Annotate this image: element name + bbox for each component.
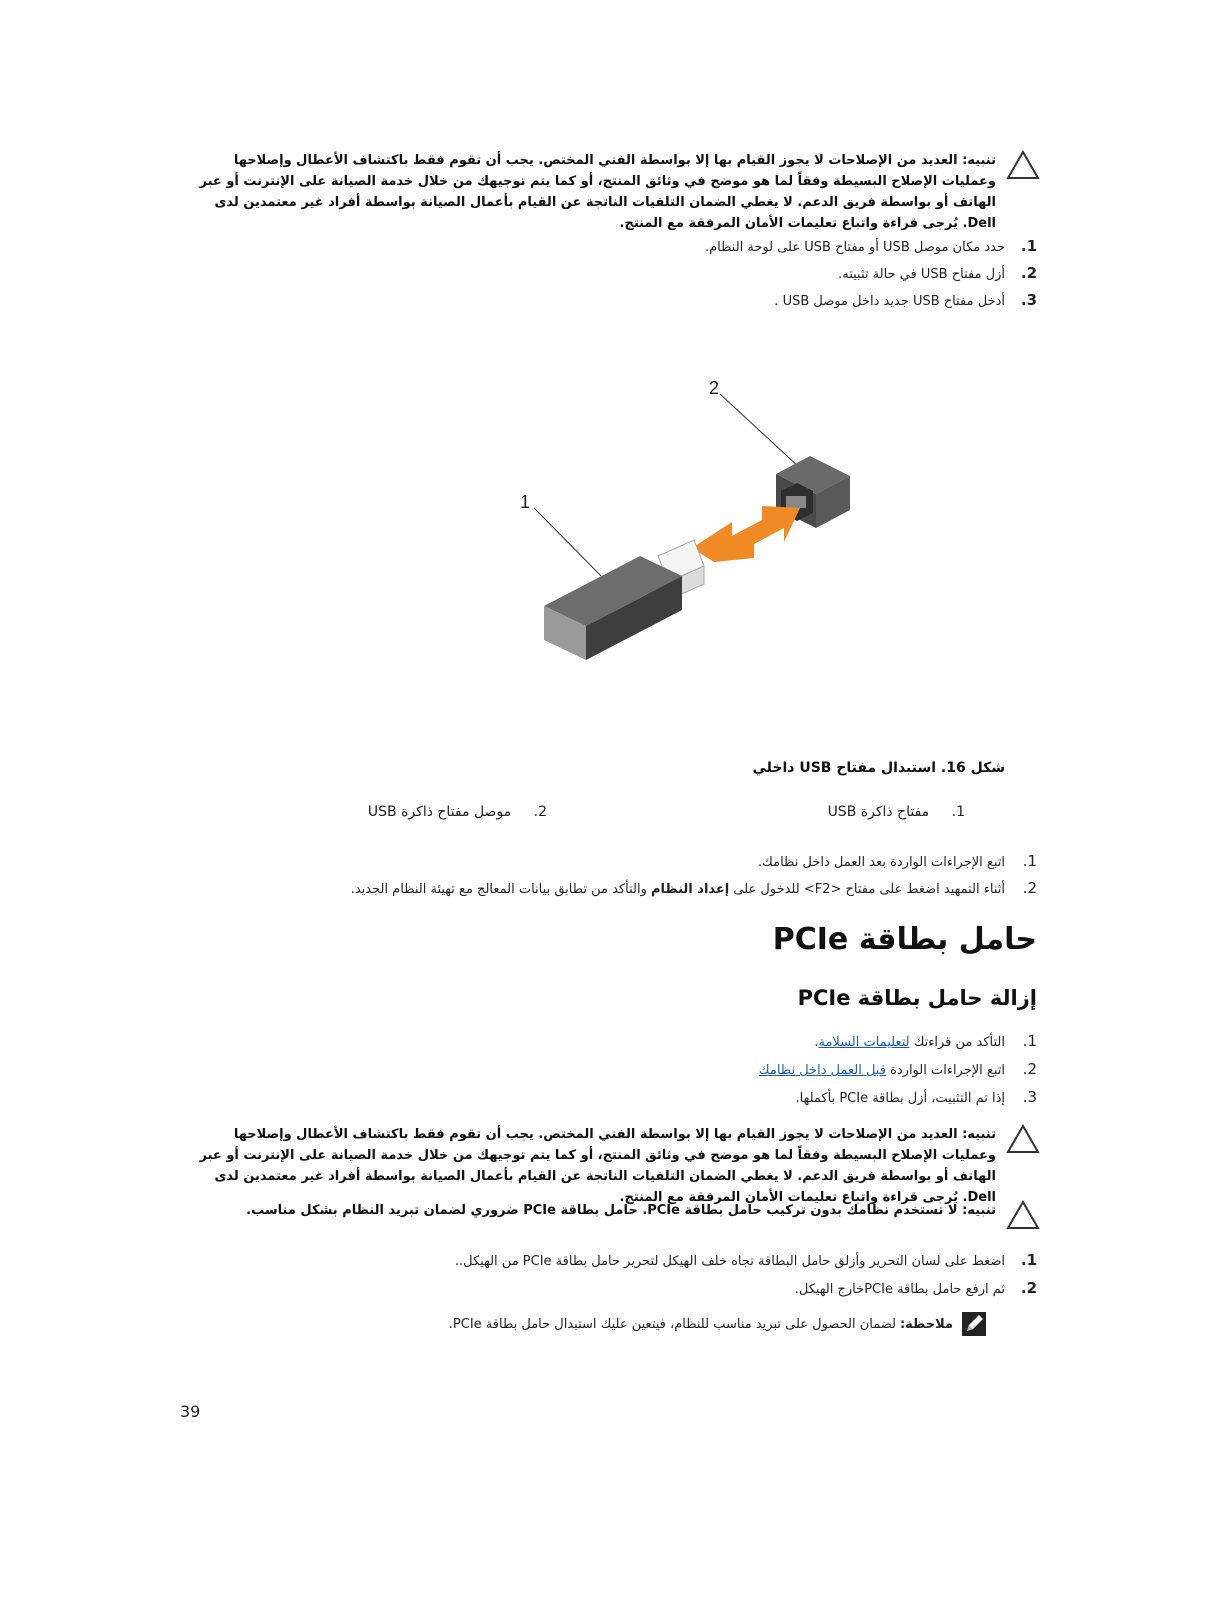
- list-item: [177, 1088, 1037, 1116]
- step-number: 1.: [1020, 237, 1037, 255]
- list-item: [177, 264, 1037, 291]
- figure-legend-item-1: [828, 804, 965, 820]
- caution-label: تنبيه:: [962, 1203, 996, 1218]
- insert-arrow-icon: [692, 506, 800, 562]
- legend-number: 2.: [533, 804, 547, 820]
- usb-memory-key: [544, 540, 704, 660]
- caution-text: [180, 1124, 996, 1208]
- list-item: [177, 1060, 1037, 1088]
- caution-label: تنبيه:: [962, 153, 996, 168]
- caution-block: [180, 1124, 1040, 1208]
- step-number: 1.: [1020, 1251, 1037, 1269]
- note-block: [449, 1311, 987, 1337]
- step-text: اضغط على لسان التحرير وأزلق حامل البطاقة تجاه خلف الهيكل لتحرير حامل بطاقة PCIe من الهيكل..: [454, 1254, 1005, 1269]
- page-number: 39: [180, 1402, 201, 1421]
- system-setup-term: إعداد النظام: [651, 882, 730, 897]
- step-text: ثم ارفع حامل بطاقة PCIeخارج الهيكل.: [794, 1282, 1005, 1297]
- legend-number: 1.: [951, 804, 965, 820]
- figure-caption: شكل 16. استبدال مفتاح USB داخلي: [752, 760, 1005, 776]
- caution-body: العديد من الإصلاحات لا يجوز القيام بها إلا بواسطة الفني المختص. يجب أن تقوم فقط باكتشاف الأعطال وإصلاحها وعمليات الإصلاح البسيطة وفقاً لما هو موضح في وثائق المنتج، أو كما يتم توجيهك من خلال خدمة الصيانة على الإنترنت أو عبر الهاتف أو بواسطة فريق الدعم. لا يغطي الضمان التلفيات الناتجة عن القيام بأعمال الصيانة بواسطة أفراد غير معتمدين لدى Dell. يُرجى قراءة واتباع تعليمات الأمان المرفقة مع المنتج.: [199, 1127, 996, 1205]
- callout-label-1: 1: [520, 492, 531, 512]
- step-text: إذا تم التثبيت، أزل بطاقة PCIe بأكملها.: [795, 1091, 1005, 1106]
- step-text: اتبع الإجراءات الواردة بعد العمل داخل نظامك.: [758, 855, 1005, 870]
- list-item: [177, 1279, 1037, 1307]
- caution-label: تنبيه:: [962, 1127, 996, 1142]
- removal-steps-list: [177, 1251, 1037, 1307]
- usb-steps-list: [177, 237, 1037, 318]
- list-item: [177, 1251, 1037, 1279]
- step-number: 2.: [1020, 1279, 1037, 1297]
- step-number: 3.: [1020, 291, 1037, 309]
- section-heading: حامل بطاقة PCIe: [772, 922, 1037, 957]
- list-item: [177, 852, 1037, 879]
- subsection-heading: إزالة حامل بطاقة PCIe: [797, 986, 1037, 1010]
- removal-prep-steps-list: [177, 1032, 1037, 1116]
- callout-label-2: 2: [709, 378, 720, 398]
- caution-body: لا تستخدم نظامك بدون تركيب حامل بطاقة PCIe. حامل بطاقة PCIe ضروري لضمان تبريد النظام بشكل مناسب.: [246, 1203, 958, 1218]
- note-pencil-icon: [961, 1311, 987, 1337]
- step-number: 2.: [1020, 264, 1037, 282]
- caution-triangle-icon: [1006, 1124, 1040, 1154]
- step-number: 3.: [1022, 1088, 1037, 1106]
- caution-triangle-icon: [1006, 150, 1040, 180]
- caution-block: [180, 150, 1040, 234]
- caution-text: [180, 1200, 996, 1221]
- list-item: [177, 237, 1037, 264]
- note-text: لضمان الحصول على تبريد مناسب للنظام، فيتعين عليك استبدال حامل بطاقة PCIe.: [448, 1316, 896, 1332]
- safety-instructions-link[interactable]: لتعليمات السلامة: [818, 1035, 910, 1050]
- callout-line-2: [720, 394, 800, 468]
- usb-replacement-figure: [500, 370, 880, 670]
- step-number: 2.: [1022, 879, 1037, 897]
- step-number: 1.: [1022, 852, 1037, 870]
- caution-block: [180, 1200, 1040, 1230]
- list-item: [177, 291, 1037, 318]
- caution-text: [180, 150, 996, 234]
- after-steps-list: [177, 852, 1037, 906]
- note-label: ملاحظة:: [899, 1316, 953, 1332]
- caution-body: العديد من الإصلاحات لا يجوز القيام بها إلا بواسطة الفني المختص. يجب أن تقوم فقط باكتشاف الأعطال وإصلاحها وعمليات الإصلاح البسيطة وفقاً لما هو موضح في وثائق المنتج، أو كما يتم توجيهك من خلال خدمة الصيانة على الإنترنت أو عبر الهاتف أو بواسطة فريق الدعم. لا يغطي الضمان التلفيات الناتجة عن القيام بأعمال الصيانة بواسطة أفراد غير معتمدين لدى Dell. يُرجى قراءة واتباع تعليمات الأمان المرفقة مع المنتج.: [199, 153, 996, 231]
- step-number: 2.: [1022, 1060, 1037, 1078]
- list-item: [177, 1032, 1037, 1060]
- step-text: أدخل مفتاح USB جديد داخل موصل USB .: [774, 294, 1005, 309]
- list-item: [177, 879, 1037, 906]
- step-text: اتبع الإجراءات الواردة قبل العمل داخل نظامك: [758, 1063, 1005, 1078]
- step-text: أزل مفتاح USB في حالة تثبيته.: [838, 267, 1005, 282]
- step-text: حدد مكان موصل USB أو مفتاح USB على لوحة النظام.: [704, 240, 1005, 255]
- callout-line-1: [534, 508, 610, 585]
- figure-legend-item-2: [368, 804, 547, 820]
- legend-text: مفتاح ذاكرة USB: [827, 804, 930, 820]
- caution-triangle-icon: [1006, 1200, 1040, 1230]
- step-number: 1.: [1022, 1032, 1037, 1050]
- step-text: أثناء التمهيد اضغط على مفتاح <F2> للدخول على إعداد النظام والتأكد من تطابق بيانات المعالج مع تهيئة النظام الجديد.: [350, 882, 1005, 897]
- before-working-link[interactable]: قبل العمل داخل نظامك: [758, 1063, 886, 1078]
- step-text: التأكد من قراءتك لتعليمات السلامة.: [814, 1035, 1005, 1050]
- legend-text: موصل مفتاح ذاكرة USB: [367, 804, 512, 820]
